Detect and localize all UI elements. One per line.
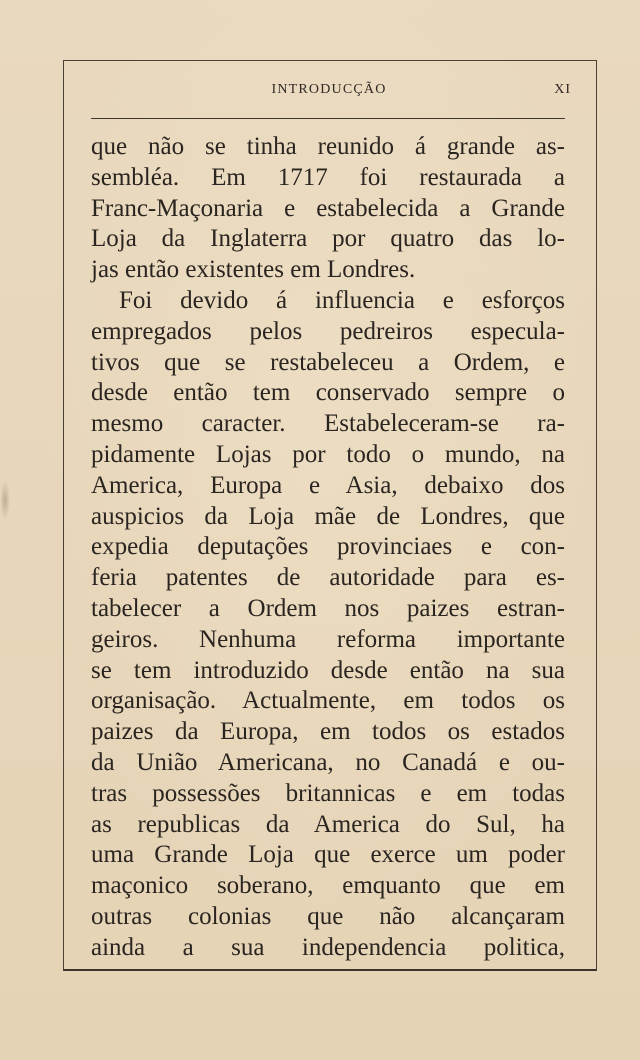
- text-line: tivos que se restabeleceu a Ordem, e: [91, 348, 565, 376]
- text-line: feria patentes de autoridade para es-: [91, 564, 565, 592]
- running-head-title: INTRODUCÇÃO: [271, 82, 387, 97]
- text-line: America, Europa e Asia, debaixo dos: [91, 471, 565, 499]
- text-line: paizes da Europa, em todos os estados: [91, 718, 565, 746]
- text-line: da União Americana, no Canadá e ou-: [91, 748, 565, 776]
- text-line: Loja da Inglaterra por quatro das lo-: [91, 225, 565, 253]
- text-line: que não se tinha reunido á grande as-: [91, 133, 565, 160]
- header-rule: [91, 118, 565, 119]
- page-number: XI: [554, 82, 571, 97]
- text-line: tabelecer a Ordem nos paizes estran-: [91, 594, 565, 622]
- page-stain: [0, 480, 10, 520]
- text-line: outras colonias que não alcançaram: [91, 902, 565, 930]
- text-line: uma Grande Loja que exerce um poder: [91, 841, 565, 869]
- text-line: expedia deputações provinciaes e con-: [91, 533, 565, 561]
- text-line: tras possessões britannicas e em todas: [91, 779, 565, 807]
- text-line: maçonico soberano, emquanto que em: [91, 872, 565, 900]
- text-line: mesmo caracter. Estabeleceram-se ra-: [91, 410, 565, 438]
- text-line: auspicios da Loja mãe de Londres, que: [91, 502, 565, 530]
- text-line: organisação. Actualmente, em todos os: [91, 687, 565, 715]
- text-line: se tem introduzido desde então na sua: [91, 656, 565, 684]
- body-text: [91, 132, 565, 964]
- text-line: geiros. Nenhuma reforma importante: [91, 625, 565, 653]
- text-line: as republicas da America do Sul, ha: [91, 810, 565, 838]
- text-line: sembléa. Em 1717 foi restaurada a: [91, 163, 565, 191]
- text-line: Foi devido á influencia e esforços: [119, 286, 565, 314]
- running-head: [63, 82, 595, 104]
- text-line: empregados pelos pedreiros especula-: [91, 317, 565, 345]
- text-line: pidamente Lojas por todo o mundo, na: [91, 440, 565, 468]
- text-line: desde então tem conservado sempre o: [91, 379, 565, 407]
- text-line: Franc-Maçonaria e estabelecida a Grande: [91, 194, 565, 222]
- text-line: ainda a sua independencia politica,: [91, 933, 565, 961]
- text-line: jas então existentes em Londres.: [91, 256, 416, 284]
